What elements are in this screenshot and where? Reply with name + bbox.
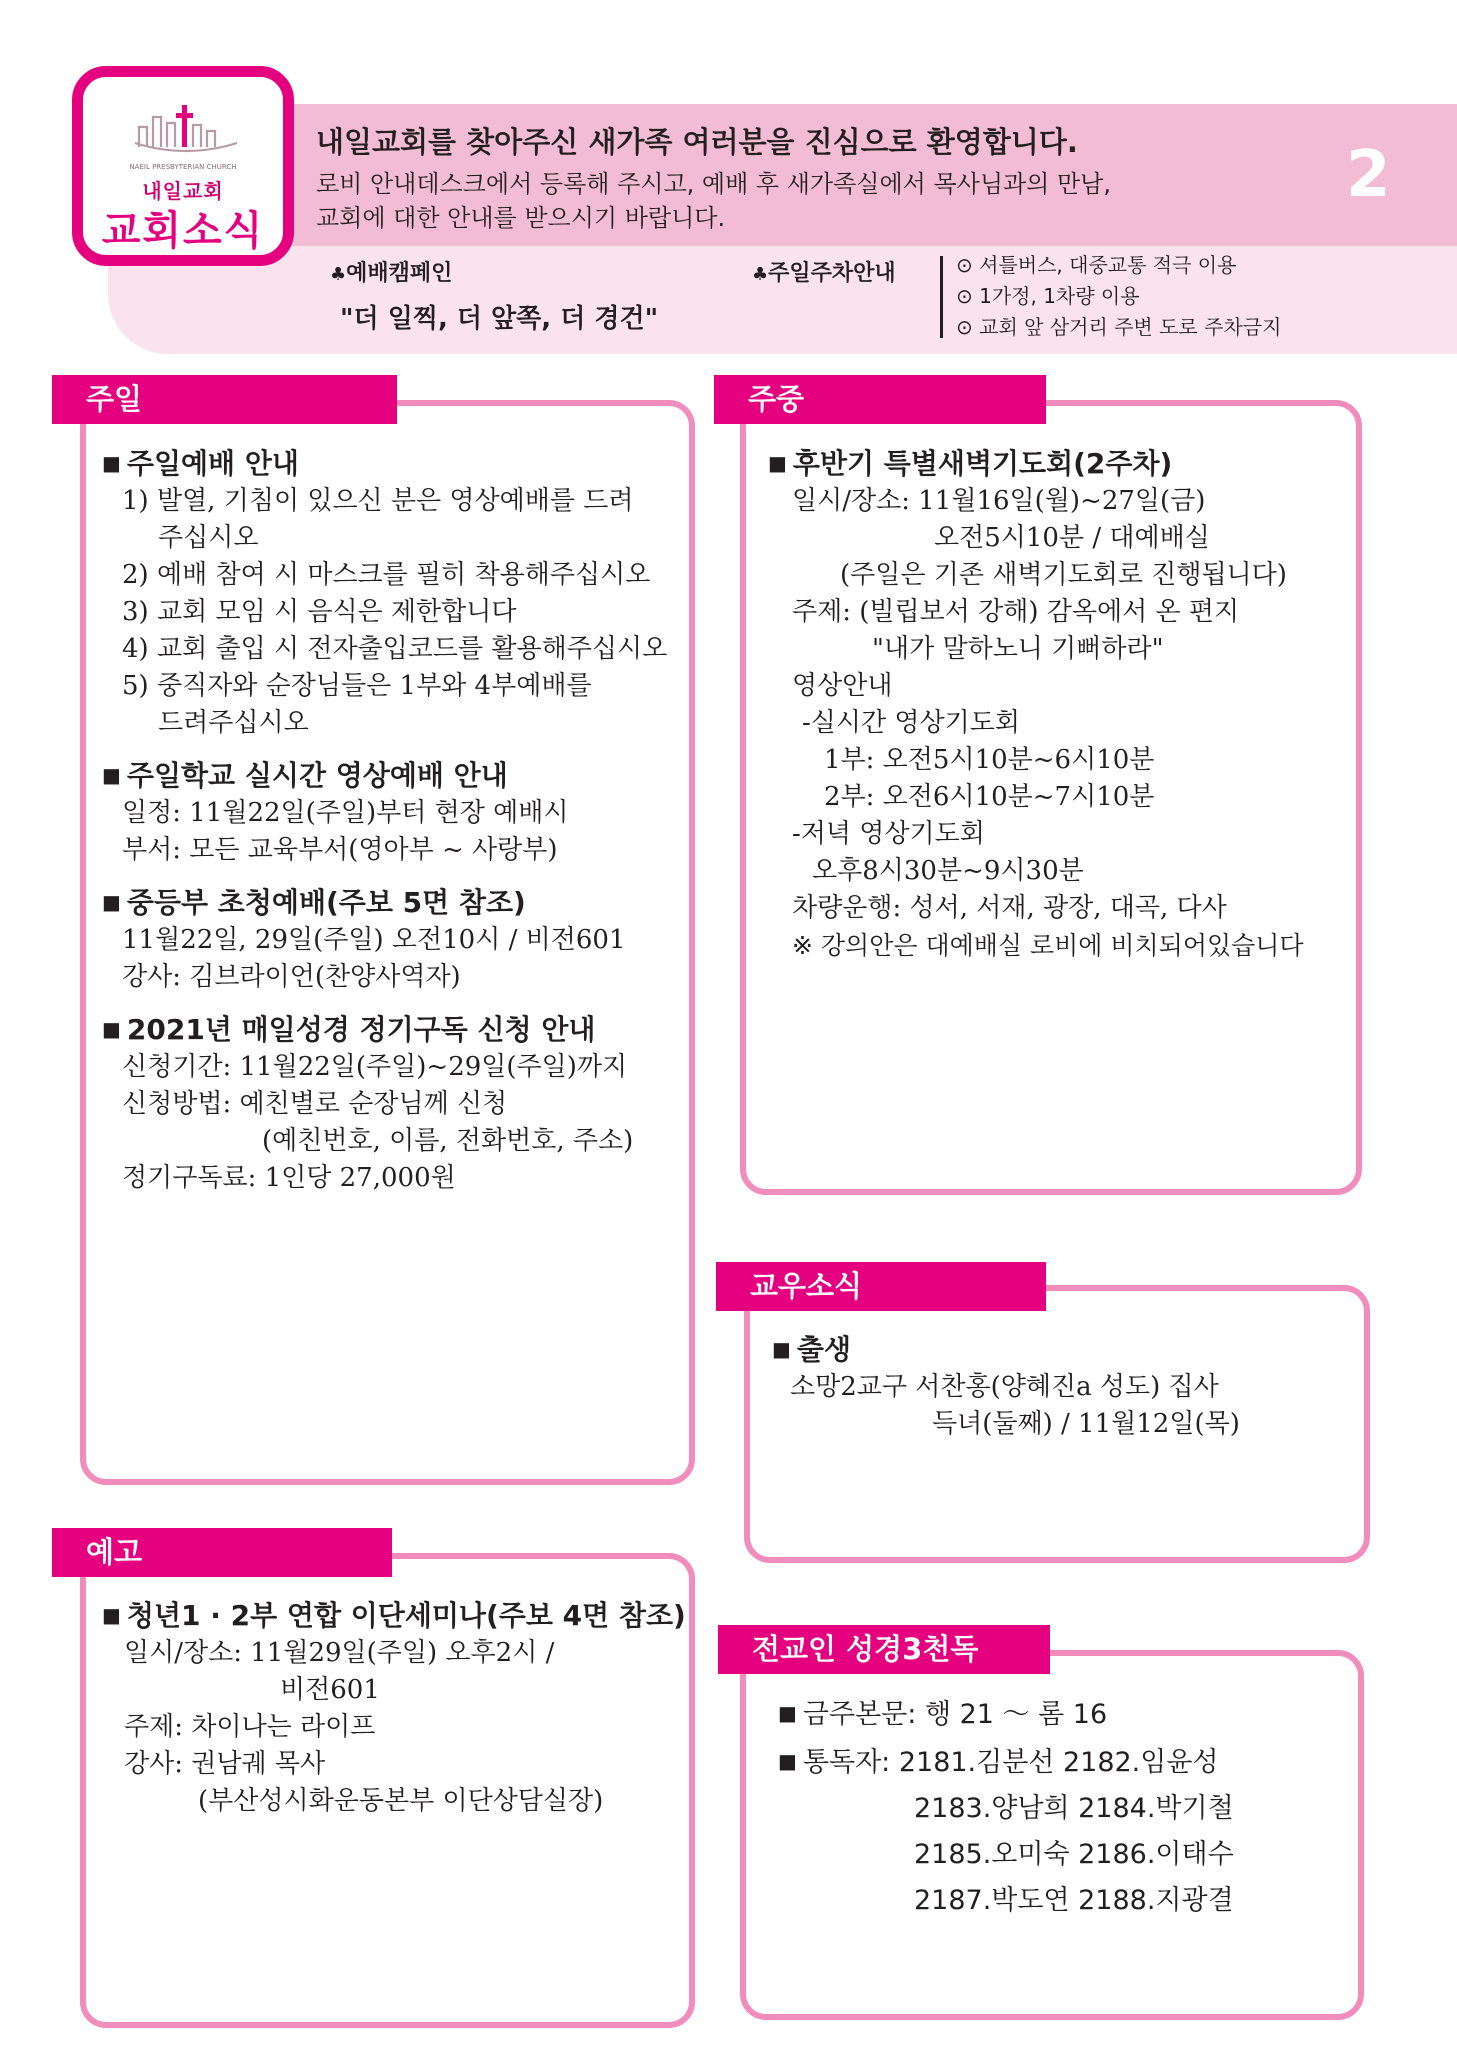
text-line: 1부: 오전5시10분~6시10분 <box>824 745 1155 775</box>
weekday-content <box>768 444 1304 964</box>
parking-item: ⊙ 셔틀버스, 대중교통 적극 이용 <box>956 253 1237 277</box>
welcome-heading: 내일교회를 찾아주신 새가족 여러분을 진심으로 환영합니다. <box>316 125 1078 159</box>
text-line: 소망2교구 서찬홍(양혜진a 성도) 집사 <box>790 1372 1219 1402</box>
text-line: "내가 말하노니 기뻐하라" <box>872 634 1164 664</box>
square-bullet-icon: ■ <box>772 1337 791 1361</box>
text-line: -실시간 영상기도회 <box>802 708 1020 738</box>
text-line: 주제: (빌립보서 강해) 감옥에서 온 편지 <box>792 597 1240 627</box>
text-line: (부산성시화운동본부 이단상담실장) <box>198 1786 604 1816</box>
list-item: 4) 교회 출입 시 전자출입코드를 활용해주십시오 <box>122 634 668 664</box>
square-bullet-icon: ■ <box>778 1749 797 1773</box>
logo-church-name: 내일교회 <box>142 179 224 203</box>
text-line: 득녀(둘째) / 11월12일(목) <box>932 1409 1240 1439</box>
section-heading: ■ 중등부 초청예배(주보 5면 참조) <box>102 886 526 919</box>
square-bullet-icon: ■ <box>102 763 121 787</box>
list-item: 드려주십시오 <box>158 708 309 738</box>
campaign-slogan: "더 일찍, 더 앞쪽, 더 경건" <box>340 304 659 334</box>
bullseye-icon: ⊙ <box>956 315 980 339</box>
text-line: (주일은 기존 새벽기도회로 진행됩니다) <box>840 560 1287 590</box>
welcome-text-line: 교회에 대한 안내를 받으시기 바랍니다. <box>316 204 726 232</box>
square-bullet-icon: ■ <box>768 451 787 475</box>
section-heading: ■ 후반기 특별새벽기도회(2주차) <box>768 447 1173 480</box>
parking-divider <box>940 256 943 338</box>
bible-reading-content <box>778 1690 1234 1924</box>
bible-reading-tab: 전교인 성경3천독 <box>718 1625 1050 1674</box>
notice-content <box>102 1596 686 1820</box>
text-line: -저녁 영상기도회 <box>792 819 985 849</box>
section-heading: ■ 청년1 · 2부 연합 이단세미나(주보 4면 참조) <box>102 1599 686 1632</box>
section-heading: ■ 출생 <box>772 1333 852 1366</box>
notice-tab: 예고 <box>52 1528 392 1577</box>
text-line: 강사: 김브라이언(찬양사역자) <box>122 962 461 992</box>
square-bullet-icon: ■ <box>102 890 121 914</box>
logo-small-text: NAEIL PRESBYTERIAN CHURCH <box>129 163 237 171</box>
sunday-tab: 주일 <box>52 375 397 424</box>
text-line: 신청방법: 예친별로 순장님께 신청 <box>122 1089 508 1119</box>
readers-line: ■ 통독자: 2181.김분선 2182.임윤성 <box>778 1747 1219 1778</box>
parking-list <box>956 250 1281 343</box>
text-line: 2부: 오전6시10분~7시10분 <box>824 782 1155 812</box>
parking-item: ⊙ 1가정, 1차량 이용 <box>956 284 1140 308</box>
parking-item: ⊙ 교회 앞 삼거리 주변 도로 주차금지 <box>956 315 1282 339</box>
church-logo-icon <box>131 103 241 159</box>
reader-pair: 2185.오미숙 2186.이태수 <box>914 1839 1234 1870</box>
club-icon: ♣ <box>330 264 347 285</box>
text-line: 일시/장소: 11월29일(주일) 오후2시 / <box>124 1638 555 1668</box>
church-logo-box <box>72 66 294 266</box>
page-title: 교회소식 <box>101 208 265 254</box>
list-item: 2) 예배 참여 시 마스크를 필히 착용해주십시오 <box>122 560 651 590</box>
page-number: 2 <box>1346 138 1391 212</box>
text-line: 신청기간: 11월22일(주일)~29일(주일)까지 <box>122 1052 628 1082</box>
section-heading: ■ 주일예배 안내 <box>102 447 299 480</box>
text-line: 비전601 <box>280 1675 380 1705</box>
section-heading: ■ 주일학교 실시간 영상예배 안내 <box>102 759 508 792</box>
passage-line: ■ 금주본문: 행 21 ～ 롬 16 <box>778 1699 1108 1730</box>
bullseye-icon: ⊙ <box>956 284 980 308</box>
text-line: 11월22일, 29일(주일) 오전10시 / 비전601 <box>122 925 626 955</box>
text-line: ※ 강의안은 대예배실 로비에 비치되어있습니다 <box>792 931 1304 960</box>
parking-label: ♣주일주차안내 <box>752 261 896 286</box>
square-bullet-icon: ■ <box>102 1603 121 1627</box>
reader-pair: 2183.양남희 2184.박기철 <box>914 1793 1234 1824</box>
welcome-text-line: 로비 안내데스크에서 등록해 주시고, 예배 후 새가족실에서 목사님과의 만남, <box>316 170 1111 198</box>
weekday-tab: 주중 <box>714 375 1046 424</box>
text-line: 정기구독료: 1인당 27,000원 <box>122 1163 456 1193</box>
text-line: (예친번호, 이름, 전화번호, 주소) <box>262 1126 634 1156</box>
members-content <box>772 1330 1240 1443</box>
section-heading: ■ 2021년 매일성경 정기구독 신청 안내 <box>102 1013 596 1046</box>
sunday-content <box>102 444 667 1197</box>
members-tab: 교우소식 <box>716 1262 1046 1311</box>
campaign-label: ♣예배캠페인 <box>330 261 453 286</box>
text-line: 오후8시30분~9시30분 <box>812 856 1084 886</box>
list-item: 주십시오 <box>158 523 259 553</box>
square-bullet-icon: ■ <box>102 451 121 475</box>
text-line: 강사: 권남궤 목사 <box>124 1749 326 1779</box>
club-icon: ♣ <box>752 264 769 285</box>
text-line: 일정: 11월22일(주일)부터 현장 예배시 <box>122 798 569 828</box>
text-line: 부서: 모든 교육부서(영아부 ~ 사랑부) <box>122 835 558 865</box>
passage-value: 행 21 ～ 롬 16 <box>924 1699 1108 1730</box>
square-bullet-icon: ■ <box>778 1701 797 1725</box>
list-item: 3) 교회 모임 시 음식은 제한합니다 <box>122 597 517 627</box>
list-item: 5) 중직자와 순장님들은 1부와 4부예배를 <box>122 671 592 701</box>
square-bullet-icon: ■ <box>102 1017 121 1041</box>
reader-pair: 2187.박도연 2188.지광결 <box>914 1885 1234 1916</box>
text-line: 영상안내 <box>792 671 893 701</box>
list-item: 1) 발열, 기침이 있으신 분은 영상예배를 드려 <box>122 486 634 516</box>
reader-pair: 2181.김분선 2182.임윤성 <box>898 1747 1219 1778</box>
bullseye-icon: ⊙ <box>956 253 980 277</box>
text-line: 차량운행: 성서, 서재, 광장, 대곡, 다사 <box>792 893 1227 923</box>
text-line: 주제: 차이나는 라이프 <box>124 1712 376 1742</box>
text-line: 일시/장소: 11월16일(월)~27일(금) <box>792 486 1206 516</box>
text-line: 오전5시10분 / 대예배실 <box>934 523 1210 553</box>
